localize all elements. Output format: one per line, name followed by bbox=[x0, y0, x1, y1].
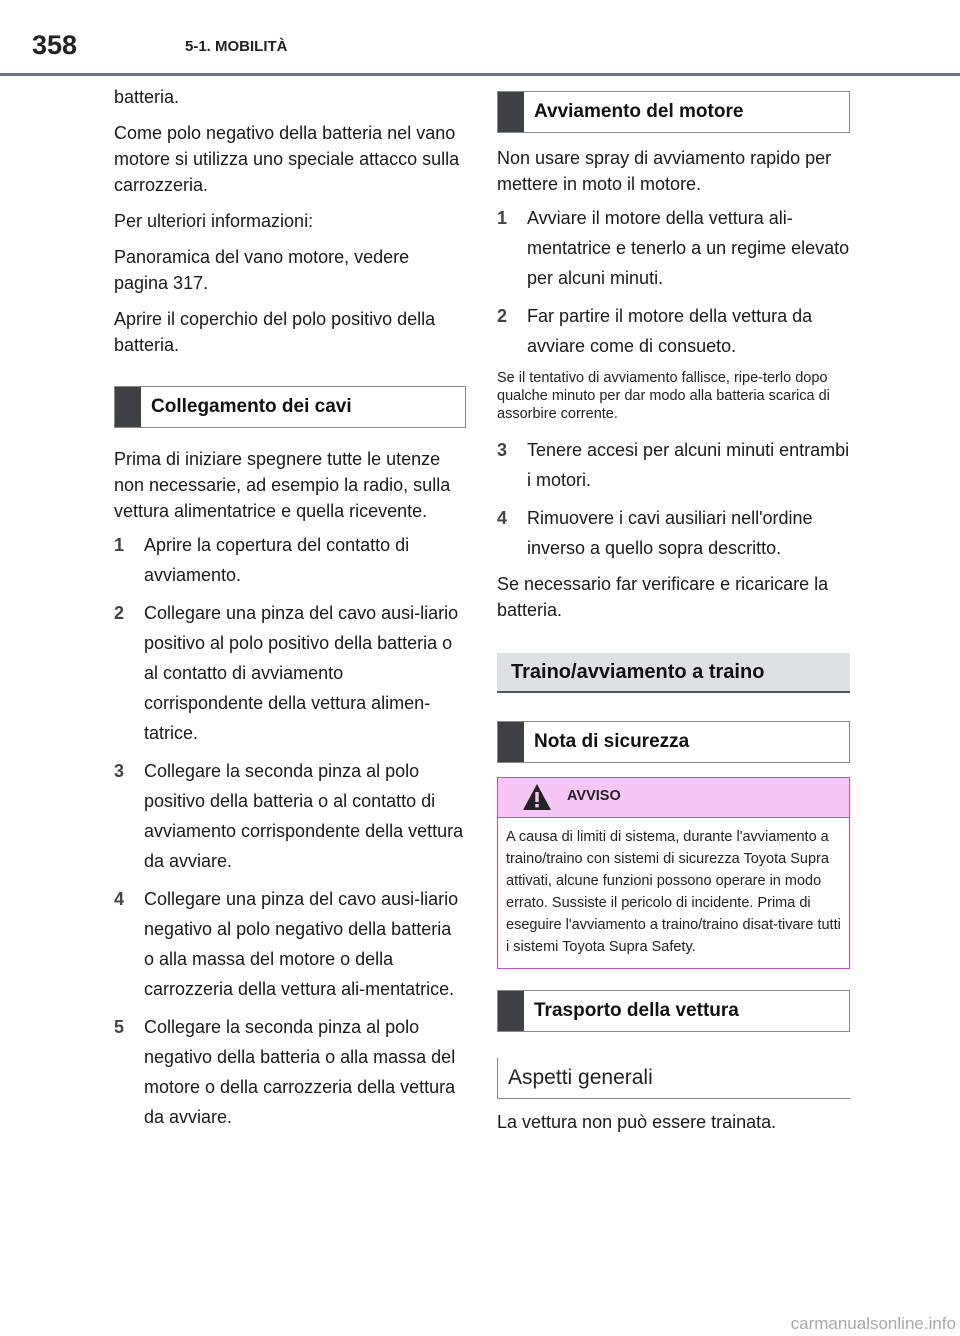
heading-nota-sicurezza bbox=[497, 721, 850, 763]
heading-label: Nota di sicurezza bbox=[534, 731, 690, 752]
watermark: carmanualsonline.info bbox=[790, 1314, 956, 1333]
list-item bbox=[497, 203, 850, 293]
paragraph: Come polo negativo della batteria nel vano motore si utilizza uno speciale attacco sulla carrozzeria. bbox=[114, 123, 460, 195]
header-divider bbox=[0, 73, 960, 76]
section-title: 5-1. MOBILITÀ bbox=[185, 38, 288, 55]
heading-accent-bar bbox=[498, 722, 524, 762]
paragraph: Se necessario far verificare e ricaricare la batteria. bbox=[497, 574, 829, 620]
paragraph: Prima di iniziare spegnere tutte le utenze non necessarie, ad esempio la radio, sulla vettura alimentatrice e quella ricevente. bbox=[114, 449, 451, 521]
paragraph: Panoramica del vano motore, vedere pagina 317. bbox=[114, 247, 410, 293]
left-column bbox=[114, 84, 466, 1140]
step-number: 4 bbox=[497, 508, 508, 528]
list-item bbox=[114, 598, 466, 748]
page-header bbox=[0, 0, 960, 78]
step-text: Tenere accesi per alcuni minuti entrambi i motori. bbox=[527, 440, 850, 490]
step-number: 1 bbox=[114, 535, 125, 555]
step-number: 2 bbox=[497, 306, 508, 326]
list-item bbox=[114, 884, 466, 1004]
heading-trasporto-vettura bbox=[497, 990, 850, 1032]
step-text: Aprire la copertura del contatto di avviamento. bbox=[144, 535, 410, 585]
paragraph: Per ulteriori informazioni: bbox=[114, 211, 314, 231]
heading-traino bbox=[497, 653, 850, 693]
warning-box bbox=[497, 777, 850, 969]
heading-accent-bar bbox=[498, 92, 524, 132]
step-number: 1 bbox=[497, 208, 508, 228]
paragraph: La vettura non può essere trainata. bbox=[497, 1112, 777, 1132]
list-item bbox=[497, 301, 850, 361]
heading-label: Collegamento dei cavi bbox=[151, 396, 352, 417]
warning-label: AVVISO bbox=[567, 788, 621, 804]
step-text: Far partire il motore della vettura da avviare come di consueto. bbox=[527, 306, 813, 356]
list-item bbox=[497, 503, 850, 563]
step-number: 3 bbox=[497, 440, 508, 460]
subheading-label: Aspetti generali bbox=[508, 1066, 653, 1089]
step-number: 3 bbox=[114, 761, 125, 781]
list-item bbox=[114, 756, 466, 876]
paragraph: batteria. bbox=[114, 87, 180, 107]
heading-label: Trasporto della vettura bbox=[534, 1000, 739, 1021]
list-item bbox=[114, 1012, 466, 1132]
heading-label: Avviamento del motore bbox=[534, 101, 744, 122]
page-number: 358 bbox=[32, 30, 78, 60]
step-text: Collegare la seconda pinza al polo positivo della batteria o al contatto di avviamento corrispondente della vettura da avviare. bbox=[144, 761, 464, 871]
step-text: Collegare la seconda pinza al polo negativo della batteria o alla massa del motore o della carrozzeria della vettura da avviare. bbox=[144, 1017, 456, 1127]
warning-triangle-icon bbox=[522, 783, 552, 811]
right-column bbox=[497, 91, 850, 1145]
step-number: 5 bbox=[114, 1017, 125, 1037]
step-text: Avviare il motore della vettura ali-mentatrice e tenerlo a un regime elevato per alcuni minuti. bbox=[527, 208, 850, 288]
step-text: Rimuovere i cavi ausiliari nell'ordine inverso a quello sopra descritto. bbox=[527, 508, 813, 558]
step-number: 2 bbox=[114, 603, 125, 623]
subheading-aspetti-generali bbox=[497, 1058, 850, 1099]
step-text: Collegare una pinza del cavo ausi-liario positivo al polo positivo della batteria o al contatto di avviamento corrispondente della vettura alimen-tatrice. bbox=[144, 603, 459, 743]
warning-text: A causa di limiti di sistema, durante l'avviamento a traino/traino con sistemi di sicurezza Toyota Supra attivati, alcune funzioni possono operare in modo errato. Sussiste il pericolo di incidente. Prima di eseguire l'avviamento a traino/traino disat-tivare tutti i sistemi Toyota Supra Safety. bbox=[506, 829, 841, 955]
list-item bbox=[497, 435, 850, 495]
list-item bbox=[114, 530, 466, 590]
paragraph: Aprire il coperchio del polo positivo della batteria. bbox=[114, 309, 436, 355]
step-number: 4 bbox=[114, 889, 125, 909]
paragraph: Non usare spray di avviamento rapido per mettere in moto il motore. bbox=[497, 148, 832, 194]
note-text: Se il tentativo di avviamento fallisce, ripe-terlo dopo qualche minuto per dar modo alla batteria scarica di assorbire corrente. bbox=[497, 370, 830, 422]
heading-label: Traino/avviamento a traino bbox=[511, 660, 765, 683]
warning-header bbox=[498, 778, 849, 818]
heading-collegamento-cavi bbox=[114, 386, 466, 428]
heading-accent-bar bbox=[115, 387, 141, 427]
step-text: Collegare una pinza del cavo ausi-liario negativo al polo negativo della batteria o alla massa del motore o della carrozzeria della vettura ali-mentatrice. bbox=[144, 889, 459, 999]
heading-accent-bar bbox=[498, 991, 524, 1031]
heading-avviamento-motore bbox=[497, 91, 850, 133]
